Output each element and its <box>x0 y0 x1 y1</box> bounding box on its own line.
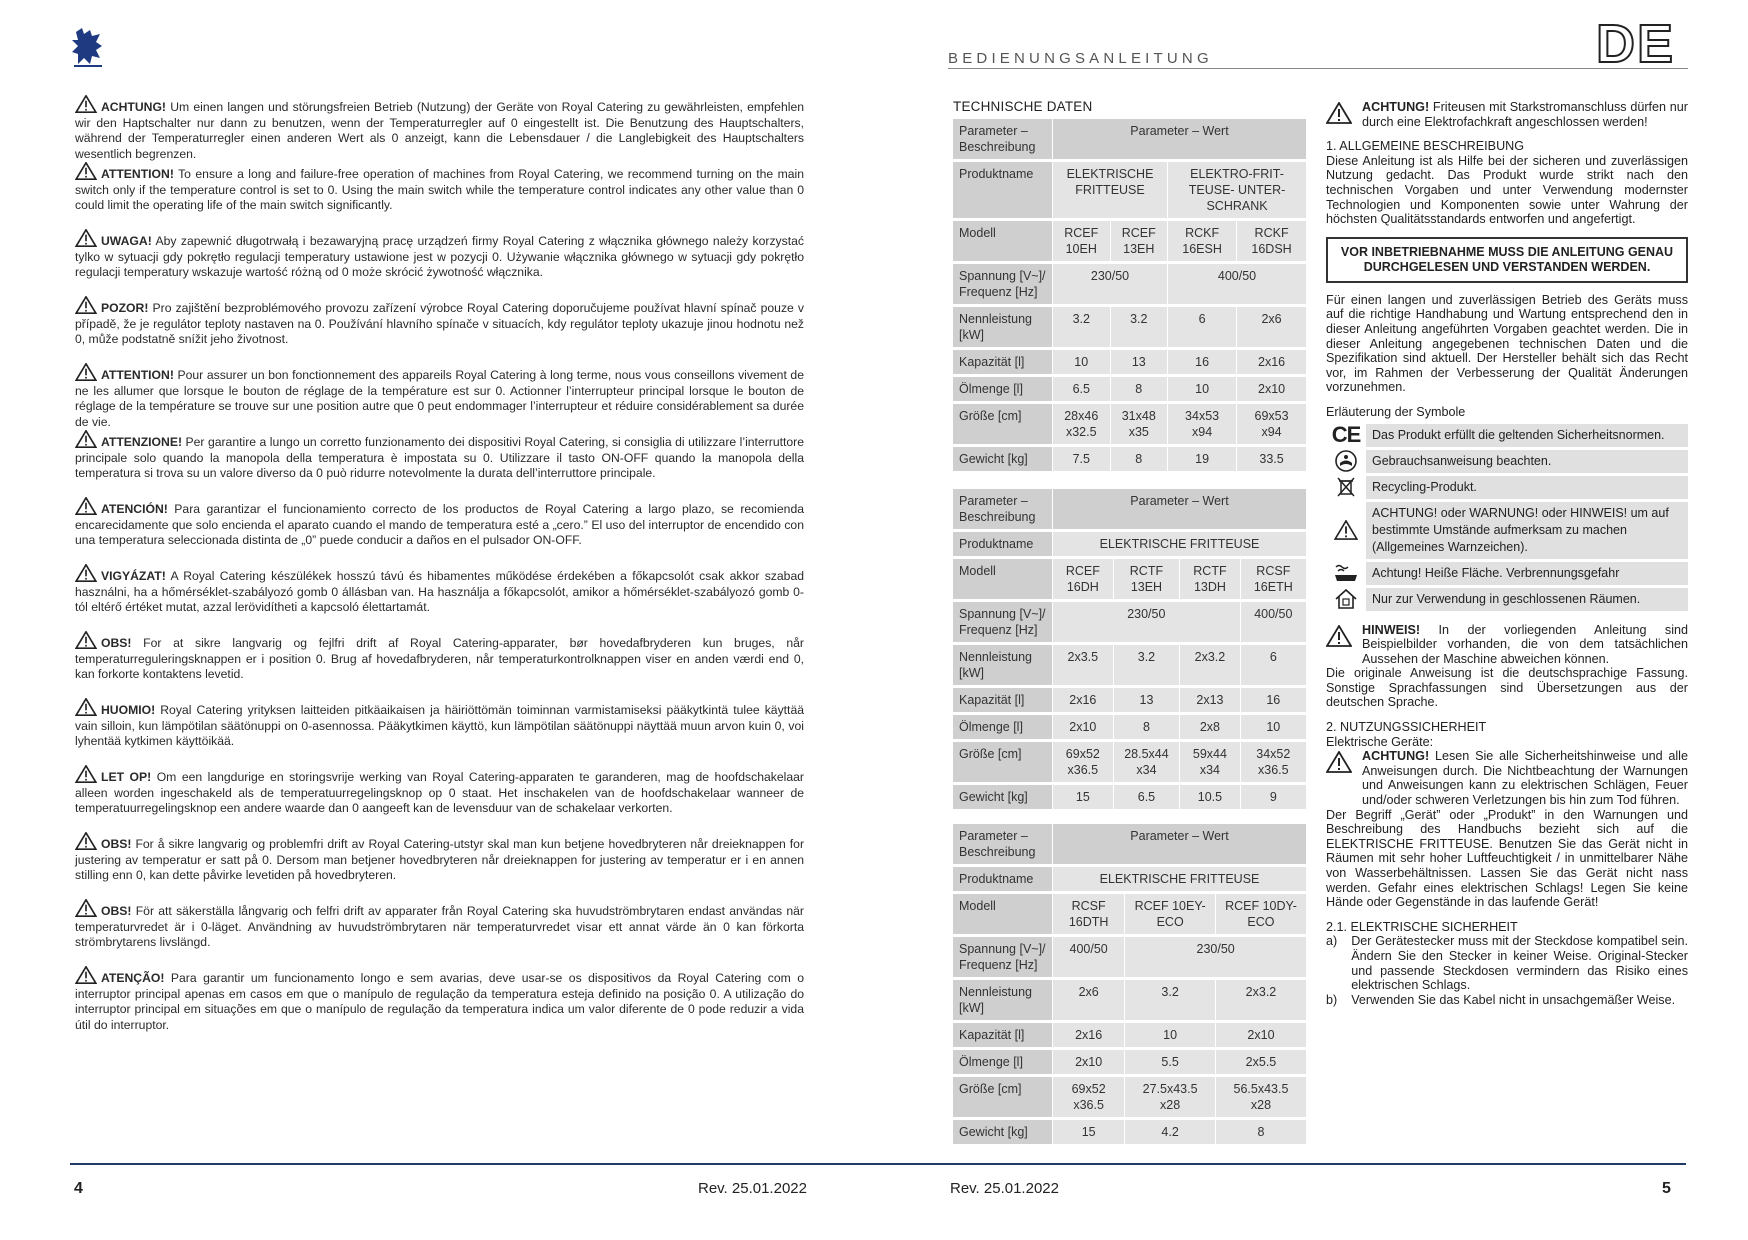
cell: 2x6 <box>1053 980 1125 1020</box>
cell: 34x52 x36.5 <box>1241 742 1307 782</box>
warning-triangle-icon <box>75 363 97 381</box>
warning-text: Pour assurer un bon fonctionnement des appareils Royal Catering à long terme, nous vous conseillons vivement de ne les allumer que lorsque le bouton de réglage de la température est sur 0. Actionner l’interrupteur principal lorsque le bouton de réglage de la température se trouve sur une position autre que 0 peut endommager l’interrupteur et réduire considérablement sa durée de vie. <box>75 368 804 429</box>
symbol-row <box>1326 588 1688 611</box>
row-label: Nennleistung [kW] <box>953 645 1053 685</box>
param-value: Parameter – Wert <box>1053 119 1307 159</box>
cell: 2x10 <box>1216 1023 1307 1047</box>
warning-triangle-icon <box>75 631 97 649</box>
warning-triangle-icon <box>75 229 97 247</box>
symbol-text: Recycling-Produkt. <box>1366 476 1688 499</box>
warning-triangle-icon <box>75 966 97 984</box>
warning-paragraph <box>75 832 804 899</box>
warning-label: LET OP! <box>101 770 152 784</box>
warning-paragraph <box>75 363 804 430</box>
footer-rule <box>70 1163 1686 1165</box>
cell: 400/50 <box>1053 937 1125 977</box>
warning-paragraph <box>75 95 804 162</box>
cell: 230/50 <box>1053 602 1241 642</box>
warning-label: OBS! <box>101 636 132 650</box>
spec-table-3 <box>953 821 1307 1147</box>
cell: 2x3.5 <box>1053 645 1114 685</box>
list-marker: b) <box>1326 992 1338 1007</box>
symbol-text: Nur zur Verwendung in geschlossenen Räumen. <box>1366 588 1688 611</box>
cell: 5.5 <box>1125 1050 1216 1074</box>
cell: 10 <box>1241 715 1307 739</box>
warning-label: OBS! <box>101 904 132 918</box>
warning-triangle-icon <box>75 765 97 783</box>
warning-label: ATTENZIONE! <box>101 435 183 449</box>
warning-text: Om een langdurige en storingsvrije werking van Royal Catering-apparaten te garanderen, mag de hoofdschakelaar alleen worden ingeschakeld als de temperatuurregelingsknop op 0 staat. Het inschakelen van de hoofdschakelaar wanneer de temperatuurregelingsknop een andere waarde dan 0 aangeeft kan de levensduur van de schakelaar verkorten. <box>75 770 804 816</box>
cell: ELEKTRISCHE FRITTEUSE <box>1053 867 1307 891</box>
list-item <box>1326 934 1688 992</box>
cell: 33.5 <box>1237 447 1307 471</box>
row-label: Gewicht [kg] <box>953 1120 1053 1144</box>
symbol-row <box>1326 562 1688 585</box>
brand-logo-icon <box>70 26 106 68</box>
row-label: Produktname <box>953 532 1053 556</box>
warning-triangle-icon <box>75 430 97 448</box>
cell: 400/50 <box>1241 602 1307 642</box>
warning-paragraph <box>75 229 804 296</box>
row-label: Produktname <box>953 162 1053 218</box>
row-label: Produktname <box>953 867 1053 891</box>
cell: 2x16 <box>1237 350 1307 374</box>
section-title: 1. ALLGEMEINE BESCHREIBUNG <box>1326 139 1525 154</box>
symbol-text: Achtung! Heiße Fläche. Verbrennungsgefahr <box>1366 562 1688 585</box>
ce-mark-icon: CE <box>1331 421 1361 447</box>
cell: 2x16 <box>1053 688 1114 712</box>
cell: RCTF 13DH <box>1180 559 1240 599</box>
row-label: Modell <box>953 221 1053 261</box>
warning-label: ATENCIÓN! <box>101 502 168 516</box>
note-block <box>1326 623 1688 667</box>
cell: ELEKTRO-FRIT-TEUSE- UNTER-SCHRANK <box>1168 162 1307 218</box>
param-label: Parameter – Beschreibung <box>953 119 1053 159</box>
cell: 19 <box>1168 447 1237 471</box>
cell: 28.5x44 x34 <box>1114 742 1181 782</box>
right-column <box>1326 100 1688 1007</box>
warning-block <box>1326 749 1688 807</box>
warning-text: For at sikre langvarig og fejlfri drift af Royal Catering-apparater, bør hovedafbryderen kun bruges, når temperaturreguleringsknappen er i position 0. Brug af hovedafbryderen, når temperaturkontrolknappen viser en anden værdi end 0, kan forkorte kontaktens levetid. <box>75 636 804 682</box>
cell: 59x44 x34 <box>1180 742 1240 782</box>
warning-label: ACHTUNG! <box>1362 100 1430 114</box>
cell: 6.5 <box>1053 377 1111 401</box>
cell: 8 <box>1111 447 1169 471</box>
warning-text: Lesen Sie alle Sicherheitshinweise und alle Anweisungen durch. Die Nichtbeachtung der Warnungen und Anweisungen kann zu elektrischen Schlägen, Feuer und/oder schweren Verletzungen bis hin zum Tod führen. <box>1362 749 1688 808</box>
revision-left: Rev. 25.01.2022 <box>698 1180 807 1197</box>
section-title: 2.1. ELEKTRISCHE SICHERHEIT <box>1326 919 1518 934</box>
cell: 56.5x43.5 x28 <box>1216 1077 1307 1117</box>
recycling-bin-icon <box>1326 476 1366 499</box>
warning-text: Um einen langen und störungsfreien Betrieb (Nutzung) der Geräte von Royal Catering zu gewährleisten, empfehlen wir den Haptschalter nur dann zu benutzen, wenn der Temperaturregler auf 0 eingestellt ist. Die Benutzung des Hauptschalters, während der Temperaturregler einen anderen Wert als 0 anzeigt, kann die Lebensdauer / die Langlebigkeit des Hauptschalters wesentlich begrenzen. <box>75 100 804 161</box>
cell: 9 <box>1241 785 1307 809</box>
note-label: HINWEIS! <box>1362 622 1421 637</box>
warning-triangle-icon <box>1326 102 1352 124</box>
row-label: Kapazität [l] <box>953 1023 1053 1047</box>
cell: 16 <box>1241 688 1307 712</box>
symbol-text: Das Produkt erfüllt die geltenden Sicherheitsnormen. <box>1366 424 1688 447</box>
cell: 34x53 x94 <box>1168 404 1237 444</box>
paragraph: Der Begriff „Gerät” oder „Produkt” in den Warnungen und Beschreibung des Handbuchs bezieht sich auf die ELEKTRISCHE FRITTEUSE. Benutzen Sie das Gerät nicht in Räumen mit sehr hoher Luftfeuchtigkeit / in unmittelbarer Nähe von Wasserbehältnissen. Lassen Sie das Gerät nicht nass werden. Gefahr eines elektrischen Schlags! Legen Sie keine Hände oder Gegenstände in das laufende Gerät! <box>1326 807 1688 910</box>
warning-triangle-icon <box>1326 502 1366 559</box>
cell: 2x16 <box>1053 1023 1125 1047</box>
cell: 10 <box>1053 350 1111 374</box>
boxed-notice: VOR INBETRIEBNAHME MUSS DIE ANLEITUNG GENAU DURCHGELESEN UND VERSTANDEN WERDEN. <box>1326 237 1688 283</box>
cell: 15 <box>1053 785 1114 809</box>
header-rule <box>948 68 1688 69</box>
warning-paragraph <box>75 162 804 229</box>
paragraph: Diese Anleitung ist als Hilfe bei der sicheren und zuverlässigen Nutzung gedacht. Das Produkt wurde strikt nach den technischen Vorgaben und unter Verwendung modernster Technologien und Komponenten sowie unter Wahrung der höchsten Qualitätsstandards entworfen und angefertigt. <box>1326 153 1688 227</box>
cell: RCEF 10EY-ECO <box>1125 894 1216 934</box>
param-label: Parameter – Beschreibung <box>953 824 1053 864</box>
cell: 2x3.2 <box>1216 980 1307 1020</box>
row-label: Spannung [V~]/ Frequenz [Hz] <box>953 937 1053 977</box>
warning-text: Aby zapewnić długotrwałą i bezawaryjną pracę urządzeń firmy Royal Catering z włącznika głównego należy korzystać tylko w sytuacji gdy pokrętło regulacji temperatury ustawione jest w pozycji 0. Używanie włącznika głównego w sytuacji gdy pokrętło regulacji temperatury wskazuje wartość różną od 0 może skrócić żywotność włącznika. <box>75 234 804 280</box>
cell: 2x10 <box>1237 377 1307 401</box>
paragraph: Die originale Anweisung ist die deutschsprachige Fassung. Sonstige Sprachfassungen sind Übersetzungen aus der deutschen Sprache. <box>1326 666 1688 710</box>
warning-text: Friteusen mit Starkstromanschluss dürfen nur durch eine Elektrofachkraft angeschlossen werden! <box>1362 100 1688 129</box>
warning-paragraph <box>75 698 804 765</box>
cell: 10 <box>1168 377 1237 401</box>
cell: RCEF 10DY-ECO <box>1216 894 1307 934</box>
indoor-use-icon <box>1326 588 1366 611</box>
paragraph: Für einen langen und zuverlässigen Betrieb des Geräts muss auf die richtige Handhabung und Wartung entsprechend den in dieser Anleitung angeführten Vorgaben geachtet werden. Die in dieser Anleitung angegebenen technischen Daten und die Spezifikation sind aktuell. Der Hersteller behält sich das Recht vor, im Rahmen der Verbesserung der Qualität Änderungen vorzunehmen. <box>1326 292 1688 395</box>
cell: 69x53 x94 <box>1237 404 1307 444</box>
warning-triangle-icon <box>1326 625 1352 647</box>
cell: ELEKTRISCHE FRITTEUSE <box>1053 162 1168 218</box>
warning-label: ATTENTION! <box>101 368 174 382</box>
warning-paragraph <box>75 430 804 497</box>
param-value: Parameter – Wert <box>1053 824 1307 864</box>
cell: 7.5 <box>1053 447 1111 471</box>
warning-label: ATTENTION! <box>101 167 174 181</box>
cell: 3.2 <box>1053 307 1111 347</box>
warning-paragraph <box>75 631 804 698</box>
cell: RCSF 16ETH <box>1241 559 1307 599</box>
cell: 2x5.5 <box>1216 1050 1307 1074</box>
manual-title: BEDIENUNGSANLEITUNG <box>948 50 1213 67</box>
cell: RCEF 10EH <box>1053 221 1111 261</box>
warning-text: To ensure a long and failure-free operation of machines from Royal Catering, we recommend turning on the main switch only if the temperature control is set to 0. Using the main switch while the temperature control indicates any other value than 0 could limit the operating life of the main switch significantly. <box>75 167 804 213</box>
warning-label: ATENÇÃO! <box>101 971 165 985</box>
list-marker: a) <box>1326 934 1338 949</box>
cell: 2x13 <box>1180 688 1240 712</box>
cell: 3.2 <box>1111 307 1169 347</box>
warning-label: VIGYÁZAT! <box>101 569 166 583</box>
cell: 2x10 <box>1053 715 1114 739</box>
row-label: Größe [cm] <box>953 1077 1053 1117</box>
row-label: Gewicht [kg] <box>953 785 1053 809</box>
row-label: Modell <box>953 559 1053 599</box>
symbol-text: Gebrauchsanweisung beachten. <box>1366 450 1688 473</box>
warning-text: Pro zajištění bezproblémového provozu zařízení výrobce Royal Catering doporučujeme používat hlavní spínač pouze v případě, že je regulátor teploty nastaven na 0. Používání hlavního spínače v situacích, kdy regulátor teploty ukazuje jinou hodnotu než 0, může podstatně snížit jeho životnost. <box>75 301 805 347</box>
warning-paragraph <box>75 296 804 363</box>
cell: RCTF 13EH <box>1114 559 1181 599</box>
warning-paragraph <box>75 966 804 1033</box>
cell: 8 <box>1216 1120 1307 1144</box>
safety-list <box>1326 934 1688 1007</box>
warning-label: POZOR! <box>101 301 149 315</box>
warning-triangle-icon <box>75 162 97 180</box>
note-text: In der vorliegenden Anleitung sind Beispielbilder vorhanden, die von dem tatsächlichen Aussehen der Maschine abweichen können. <box>1362 622 1688 666</box>
list-text: Der Gerätestecker muss mit der Steckdose kompatibel sein. Ändern Sie den Stecker in keiner Weise. Original-Stecker und passende Steckdosen vermindern das Risiko eines elektrischen Schlags. <box>1351 934 1688 993</box>
symbols-title: Erläuterung der Symbole <box>1326 404 1466 419</box>
row-label: Kapazität [l] <box>953 688 1053 712</box>
symbol-row <box>1326 502 1688 559</box>
cell: 400/50 <box>1168 264 1307 304</box>
row-label: Ölmenge [l] <box>953 377 1053 401</box>
cell: 230/50 <box>1125 937 1307 977</box>
warning-paragraph <box>75 497 804 564</box>
warning-paragraph <box>75 765 804 832</box>
cell: 31x48 x35 <box>1111 404 1169 444</box>
symbol-row <box>1326 476 1688 499</box>
cell: 69x52 x36.5 <box>1053 742 1114 782</box>
row-label: Nennleistung [kW] <box>953 980 1053 1020</box>
cell: 3.2 <box>1114 645 1181 685</box>
warning-text: For å sikre langvarig og problemfri drift av Royal Catering-utstyr skal man kun betjene hovedbryteren når dreieknappen for justering av temperatur er satt på 0. Dersom man betjener hovedbryteren når dreieknappen for justering av temperatur er i en annen stilling enn 0, kan dette påvirke levetiden på hovedbryteren. <box>75 837 804 883</box>
warning-triangle-icon <box>75 564 97 582</box>
warning-text: Para garantir um funcionamento longo e sem avarias, deve usar-se os dispositivos da Royal Catering com o interruptor principal apenas em casos em que o manípulo de regulação da temperatura esteja definido na posição 0. A utilização do interruptor principal em situações em que o manípulo de regulação da temperatura indica um valor diferente de 0 pode reduzir a vida útil do interruptor. <box>75 971 804 1032</box>
cell: RCSF 16DTH <box>1053 894 1125 934</box>
row-label: Gewicht [kg] <box>953 447 1053 471</box>
row-label: Spannung [V~]/ Frequenz [Hz] <box>953 264 1053 304</box>
row-label: Größe [cm] <box>953 742 1053 782</box>
warning-triangle-icon <box>75 698 97 716</box>
page-number-left: 4 <box>74 1180 83 1197</box>
warning-triangle-icon <box>75 296 97 314</box>
page-number-right: 5 <box>1662 1180 1671 1197</box>
row-label: Modell <box>953 894 1053 934</box>
symbols-list <box>1326 421 1688 611</box>
cell: 2x6 <box>1237 307 1307 347</box>
row-label: Nennleistung [kW] <box>953 307 1053 347</box>
cell: RCEF 16DH <box>1053 559 1114 599</box>
cell: ELEKTRISCHE FRITTEUSE <box>1053 532 1307 556</box>
multilingual-warnings <box>75 95 804 1033</box>
warning-triangle-icon <box>75 95 97 113</box>
cell: 16 <box>1168 350 1237 374</box>
cell: RCKF 16ESH <box>1168 221 1237 261</box>
cell: 8 <box>1111 377 1169 401</box>
section-title: 2. NUTZUNGSSICHERHEIT <box>1326 720 1487 735</box>
warning-triangle-icon <box>1326 751 1352 773</box>
cell: 6.5 <box>1114 785 1181 809</box>
cell: 15 <box>1053 1120 1125 1144</box>
tech-data-title: TECHNISCHE DATEN <box>953 99 1093 114</box>
language-code: DE <box>1596 14 1676 74</box>
warning-text: A Royal Catering készülékek hosszú távú és hibamentes működése érdekében a főkapcsolót csak akkor szabad használni, ha a hőmérséklet-szabályozó gomb 0 állásban van. Ha használja a főkapcsolót, amikor a hőmérséklet-szabályozó gomb 0-tól eltérő értéket mutat, azzal lerövidítheti a kapcsoló élettartamát. <box>75 569 805 615</box>
cell: 27.5x43.5 x28 <box>1125 1077 1216 1117</box>
symbol-row <box>1326 450 1688 473</box>
cell: 13 <box>1114 688 1181 712</box>
warning-block <box>1326 100 1688 129</box>
row-label: Kapazität [l] <box>953 350 1053 374</box>
cell: RCEF 13EH <box>1111 221 1169 261</box>
warning-label: OBS! <box>101 837 132 851</box>
cell: 10.5 <box>1180 785 1240 809</box>
row-label: Ölmenge [l] <box>953 1050 1053 1074</box>
hot-surface-icon <box>1326 562 1366 585</box>
row-label: Größe [cm] <box>953 404 1053 444</box>
warning-paragraph <box>75 564 804 631</box>
symbol-text: ACHTUNG! oder WARNUNG! oder HINWEIS! um auf bestimmte Umstände aufmerksam zu machen (Allgemeines Warnzeichen). <box>1366 502 1688 559</box>
cell: 2x3.2 <box>1180 645 1240 685</box>
cell: 10 <box>1125 1023 1216 1047</box>
warning-label: HUOMIO! <box>101 703 156 717</box>
warning-text: Royal Catering yrityksen laitteiden pitkäaikaisen ja häiriöttömän toiminnan varmistamiseksi pääkytkintä tulee käyttää vain silloin, kun lämpötilan säätönuppi on 0-asennossa. Pääkytkimen käyttö, kun lämpötilan säätönuppi näyttää muun arvon kuin 0, voi lyhentää kytkimen käyttöikää. <box>75 703 805 749</box>
cell: 2x8 <box>1180 715 1240 739</box>
cell: 13 <box>1111 350 1169 374</box>
cell: 8 <box>1114 715 1181 739</box>
symbol-row <box>1326 421 1688 447</box>
warning-triangle-icon <box>75 497 97 515</box>
warning-text: För att säkerställa långvarig och felfri drift av apparater från Royal Catering ska huvudströmbrytaren endast användas när temperaturvredet är i 0-läget. Användning av huvudströmbrytaren när temperaturvredet visar ett annat värde än 0 kan förkorta strömbrytarens livslängd. <box>75 904 804 950</box>
cell: 4.2 <box>1125 1120 1216 1144</box>
warning-label: UWAGA! <box>101 234 152 248</box>
cell: 230/50 <box>1053 264 1168 304</box>
list-text: Verwenden Sie das Kabel nicht in unsachgemäßer Weise. <box>1351 992 1676 1007</box>
cell: 2x10 <box>1053 1050 1125 1074</box>
warning-text: Per garantire a lungo un corretto funzionamento dei dispositivi Royal Catering, si consiglia di utilizzare l’interruttore principale solo quando la manopola della temperatura è impostata su 0. Utilizzare il tasto ON-OFF quando la manopola della temperatura si trova su un valore diverso da 0 può ridurre notevolmente la durata dell’interruttore principale. <box>75 435 804 481</box>
cell: 6 <box>1241 645 1307 685</box>
cell: 69x52 x36.5 <box>1053 1077 1125 1117</box>
warning-text: Para garantizar el funcionamiento correcto de los productos de Royal Catering a largo plazo, se recomienda encarecidamente que solo encienda el aparato cuando el mando de temperatura esté a „cero.” El uso del interruptor de encendido con una temperatura seleccionada distinta de „0” puede conducir a daños en el pulsador ON-OFF. <box>75 502 804 548</box>
row-label: Ölmenge [l] <box>953 715 1053 739</box>
param-value: Parameter – Wert <box>1053 489 1307 529</box>
spec-table-2 <box>953 486 1307 812</box>
cell: 6 <box>1168 307 1237 347</box>
cell: 3.2 <box>1125 980 1216 1020</box>
row-label: Spannung [V~]/ Frequenz [Hz] <box>953 602 1053 642</box>
warning-triangle-icon <box>75 832 97 850</box>
cell: RCKF 16DSH <box>1237 221 1307 261</box>
subsection-label: Elektrische Geräte: <box>1326 734 1434 749</box>
revision-right: Rev. 25.01.2022 <box>950 1180 1059 1197</box>
list-item <box>1326 993 1688 1008</box>
warning-triangle-icon <box>75 899 97 917</box>
param-label: Parameter – Beschreibung <box>953 489 1053 529</box>
warning-label: ACHTUNG! <box>101 100 166 114</box>
warning-paragraph <box>75 899 804 966</box>
read-manual-icon <box>1326 450 1366 473</box>
spec-table-1 <box>953 116 1307 474</box>
cell: 28x46 x32.5 <box>1053 404 1111 444</box>
warning-label: ACHTUNG! <box>1362 749 1430 764</box>
